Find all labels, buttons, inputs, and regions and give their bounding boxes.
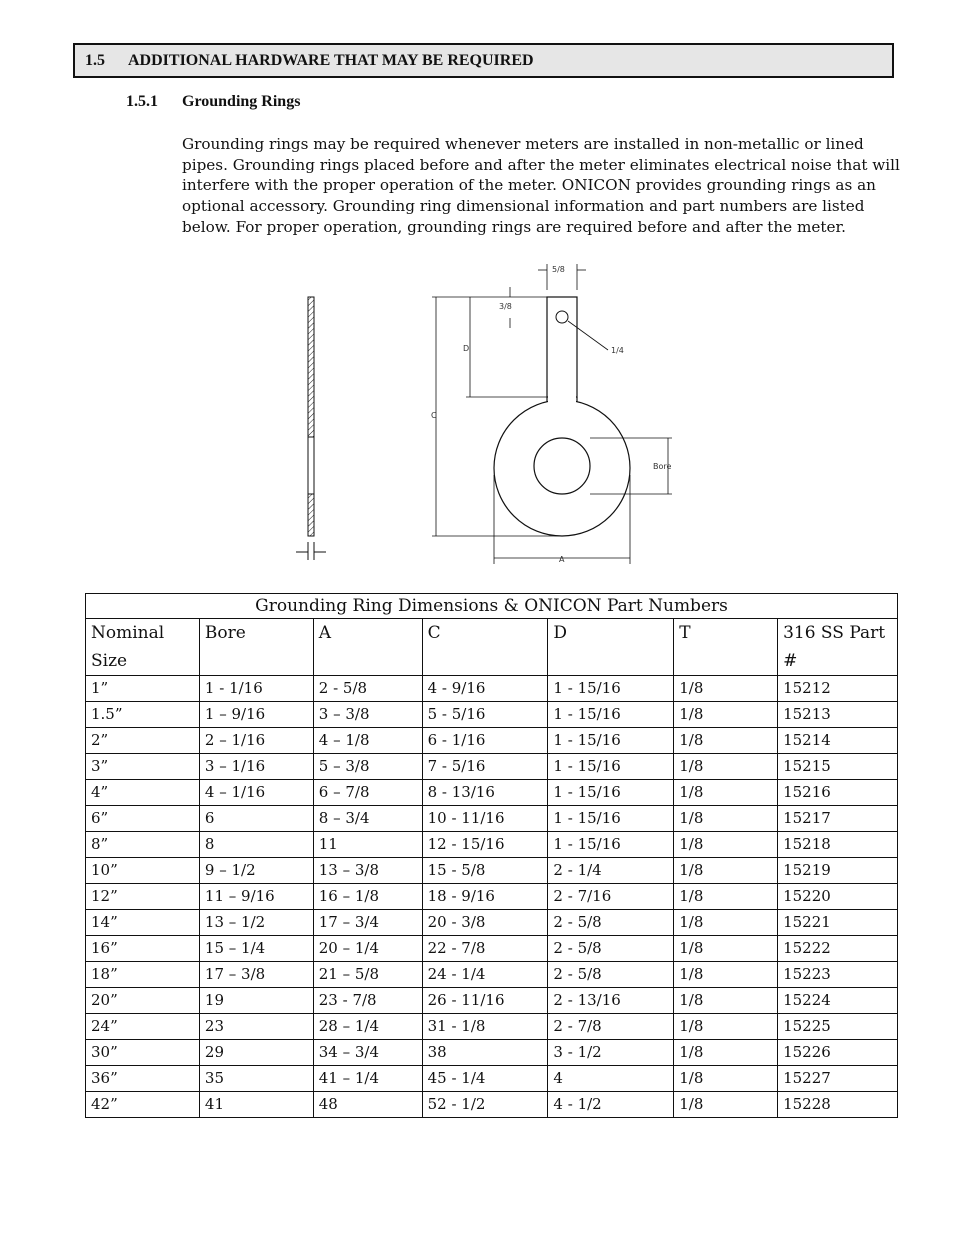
table-cell: 52 - 1/2 [422,1092,548,1118]
dimension-a-label: A [559,555,565,564]
table-cell: 1/8 [674,910,778,936]
column-header: A [313,619,422,676]
side-view [296,297,326,560]
table-cell: 8 – 3/4 [313,806,422,832]
table-cell: 10 - 11/16 [422,806,548,832]
table-cell: 24” [86,1014,200,1040]
table-cell: 4 [548,1066,674,1092]
table-cell: 36” [86,1066,200,1092]
table-row [86,1040,898,1066]
subsection-number: 1.5.1 [126,93,158,110]
hole-diameter-label: 1/4 [611,346,624,355]
column-header: 316 SS Part # [778,619,898,676]
table-cell: 28 – 1/4 [313,1014,422,1040]
table-row [86,806,898,832]
table-cell: 5 - 5/16 [422,702,548,728]
table-cell: 20 – 1/4 [313,936,422,962]
table-cell: 1 - 15/16 [548,728,674,754]
table-cell: 1/8 [674,1066,778,1092]
grounding-ring-table [85,593,898,1118]
table-cell: 2 - 5/8 [548,962,674,988]
table-cell: 14” [86,910,200,936]
section-header [73,43,894,78]
table-row [86,858,898,884]
table-cell: 1/8 [674,936,778,962]
table-cell: 15220 [778,884,898,910]
table-cell: 1/8 [674,780,778,806]
table-row [86,728,898,754]
table-row [86,780,898,806]
grounding-ring-drawing [280,260,700,570]
table-cell: 1/8 [674,1092,778,1118]
table-cell: 2 - 5/8 [313,676,422,702]
table-cell: 1/8 [674,832,778,858]
table-cell: 5 – 3/8 [313,754,422,780]
dimension-c-label: C [431,411,437,420]
table-cell: 15221 [778,910,898,936]
table-cell: 1 - 15/16 [548,754,674,780]
table-cell: 1/8 [674,1014,778,1040]
table-cell: 1/8 [674,806,778,832]
table-cell: 1/8 [674,858,778,884]
table-cell: 1/8 [674,754,778,780]
table-row [86,962,898,988]
table-cell: 15212 [778,676,898,702]
table-cell: 17 – 3/4 [313,910,422,936]
table-cell: 1.5” [86,702,200,728]
table-cell: 13 – 3/8 [313,858,422,884]
table-cell: 1/8 [674,962,778,988]
table-cell: 16 – 1/8 [313,884,422,910]
body-paragraph: Grounding rings may be required whenever meters are installed in non-metallic or lined pipes. Grounding rings placed before and after the meter eliminates electrical noise that will interfere with the proper operation of the meter. ONICON provides grounding rings as an optional accessory. Grounding ring dimensional information and part numbers are listed below. For proper operation, grounding rings are required before and after the meter. [182,135,900,236]
table-cell: 15215 [778,754,898,780]
table-row [86,676,898,702]
table-cell: 20” [86,988,200,1014]
table-cell: 17 – 3/8 [199,962,313,988]
table-cell: 23 [199,1014,313,1040]
table-cell: 2 - 1/4 [548,858,674,884]
table-cell: 15225 [778,1014,898,1040]
table-cell: 2 - 5/8 [548,936,674,962]
section-number: 1.5 [85,51,105,69]
front-view [494,297,630,536]
table-cell: 15216 [778,780,898,806]
column-header: Bore [199,619,313,676]
bore-label: Bore [653,462,672,471]
table-row [86,988,898,1014]
table-cell: 15223 [778,962,898,988]
table-cell: 22 - 7/8 [422,936,548,962]
table-cell: 6” [86,806,200,832]
table-row [86,832,898,858]
table-row [86,1066,898,1092]
table-cell: 21 – 5/8 [313,962,422,988]
table-cell: 15228 [778,1092,898,1118]
tab-width-label: 5/8 [552,265,565,274]
table-cell: 12 - 15/16 [422,832,548,858]
table-cell: 6 – 7/8 [313,780,422,806]
table-cell: 15217 [778,806,898,832]
table-title: Grounding Ring Dimensions & ONICON Part Numbers [86,594,898,619]
table-cell: 1 - 15/16 [548,702,674,728]
table-cell: 4 – 1/16 [199,780,313,806]
table-cell: 3 – 1/16 [199,754,313,780]
table-cell: 1 - 1/16 [199,676,313,702]
column-header: Nominal Size [86,619,200,676]
table-cell: 34 – 3/4 [313,1040,422,1066]
table-cell: 2 – 1/16 [199,728,313,754]
table-header-row [86,619,898,676]
subsection-header [126,93,300,111]
table-cell: 41 – 1/4 [313,1066,422,1092]
table-cell: 15214 [778,728,898,754]
table-cell: 20 - 3/8 [422,910,548,936]
table-cell: 6 [199,806,313,832]
table-cell: 1 - 15/16 [548,832,674,858]
table-cell: 15218 [778,832,898,858]
table-cell: 35 [199,1066,313,1092]
table-cell: 1 – 9/16 [199,702,313,728]
table-cell: 42” [86,1092,200,1118]
table-cell: 24 - 1/4 [422,962,548,988]
table-cell: 16” [86,936,200,962]
table-cell: 1” [86,676,200,702]
table-cell: 2 - 7/16 [548,884,674,910]
table-cell: 1/8 [674,988,778,1014]
table-cell: 8 - 13/16 [422,780,548,806]
table-cell: 11 – 9/16 [199,884,313,910]
table-row [86,1092,898,1118]
table-cell: 18” [86,962,200,988]
table-cell: 9 – 1/2 [199,858,313,884]
table-cell: 19 [199,988,313,1014]
table-cell: 11 [313,832,422,858]
column-header: C [422,619,548,676]
hole-offset-label: 3/8 [499,302,512,311]
table-row [86,754,898,780]
column-header: D [548,619,674,676]
table-cell: 2 - 13/16 [548,988,674,1014]
table-cell: 15219 [778,858,898,884]
table-cell: 15 – 1/4 [199,936,313,962]
column-header: T [674,619,778,676]
table-row [86,910,898,936]
table-cell: 38 [422,1040,548,1066]
table-cell: 4 - 1/2 [548,1092,674,1118]
table-cell: 3” [86,754,200,780]
table-cell: 15222 [778,936,898,962]
table-cell: 1/8 [674,1040,778,1066]
table-cell: 7 - 5/16 [422,754,548,780]
table-cell: 15213 [778,702,898,728]
table-cell: 30” [86,1040,200,1066]
table-cell: 1/8 [674,884,778,910]
table-cell: 13 – 1/2 [199,910,313,936]
table-cell: 15226 [778,1040,898,1066]
table-cell: 2” [86,728,200,754]
table-row [86,1014,898,1040]
table-cell: 4 - 9/16 [422,676,548,702]
table-cell: 2 - 5/8 [548,910,674,936]
table-cell: 4” [86,780,200,806]
table-row [86,884,898,910]
section-title: ADDITIONAL HARDWARE THAT MAY BE REQUIRED [128,51,534,69]
table-cell: 15 - 5/8 [422,858,548,884]
table-cell: 1/8 [674,676,778,702]
table-cell: 23 - 7/8 [313,988,422,1014]
table-cell: 1/8 [674,728,778,754]
table-row [86,936,898,962]
table-body [86,676,898,1118]
table-cell: 48 [313,1092,422,1118]
table-cell: 6 - 1/16 [422,728,548,754]
table-cell: 31 - 1/8 [422,1014,548,1040]
table-cell: 10” [86,858,200,884]
table-cell: 8 [199,832,313,858]
table-cell: 18 - 9/16 [422,884,548,910]
table-cell: 29 [199,1040,313,1066]
table-cell: 26 - 11/16 [422,988,548,1014]
subsection-title: Grounding Rings [182,93,301,110]
table-row [86,702,898,728]
table-cell: 3 – 3/8 [313,702,422,728]
table-cell: 12” [86,884,200,910]
table-cell: 1 - 15/16 [548,806,674,832]
table-cell: 1 - 15/16 [548,780,674,806]
table-cell: 45 - 1/4 [422,1066,548,1092]
table-cell: 4 – 1/8 [313,728,422,754]
table-cell: 1 - 15/16 [548,676,674,702]
table-cell: 15227 [778,1066,898,1092]
table-cell: 1/8 [674,702,778,728]
table-cell: 15224 [778,988,898,1014]
dimension-d-label: D [463,344,470,353]
table-cell: 8” [86,832,200,858]
table-cell: 3 - 1/2 [548,1040,674,1066]
table-cell: 41 [199,1092,313,1118]
table-cell: 2 - 7/8 [548,1014,674,1040]
